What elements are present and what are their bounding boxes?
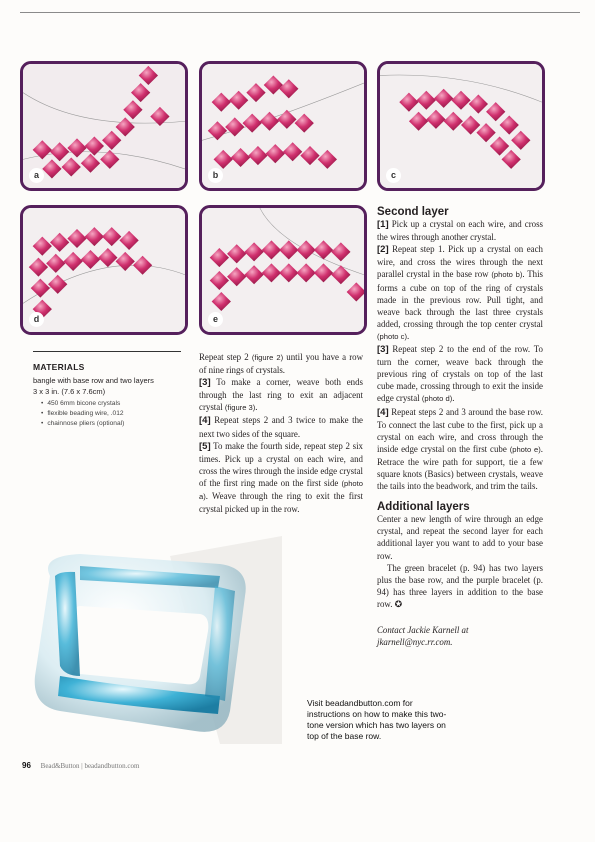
heading-additional-layers: Additional layers (377, 501, 470, 514)
photo-d-label: d (29, 312, 44, 327)
step-4: [4] Repeat steps 2 and 3 twice to make the next two sides of the square. (199, 415, 363, 439)
photo-a-label: a (29, 168, 44, 183)
second-step-3: [3] Repeat step 2 to the end of the row. To turn the corner, weave back through the previous ring of crystals on top of the last cube made, crossing through to exit the inside edge crystal (photo d). (377, 344, 543, 404)
photo-b-label: b (208, 168, 223, 183)
photo-d (20, 205, 188, 335)
bracelet-frame (35, 554, 246, 732)
page-number: 96 (22, 761, 31, 770)
step-3: [3] To make a corner, weave both ends through the last ring to exit an adjacent crystal (figure 3). (199, 377, 363, 413)
materials-title: MATERIALS (33, 362, 85, 372)
step-2-continued: Repeat step 2 (figure 2) until you have a row of nine rings of crystals. (199, 352, 363, 376)
column-1 (199, 351, 363, 515)
step-5: [5] To make the fourth side, repeat step 2 six times. Pick up a crystal on each wire, and cross the wires through the inside edge crystal of the first ring made on the first side (photo a). Weave through the ring to exit the first crystal picked up in the row. (199, 440, 363, 515)
contact-email: jkarnell@nyc.rr.com. (377, 637, 453, 648)
materials-item: • flexible beading wire, .012 (41, 409, 181, 419)
materials-list (33, 399, 181, 428)
photo-c (377, 61, 545, 191)
contact-line-1: Contact Jackie Karnell at (377, 625, 469, 635)
bracelet-photo (20, 536, 282, 744)
photo-d-image (23, 208, 185, 332)
materials-item: • 450 6mm bicone crystals (41, 399, 181, 409)
heading-second-layer: Second layer (377, 206, 449, 218)
end-mark: ✪ (394, 598, 403, 609)
photo-c-label: c (386, 168, 401, 183)
additional-paragraph-2: The green bracelet (p. 94) has two layers plus the base row, and the purple bracelet (p. 94) has three layers in addition to the base row. ✪ (377, 562, 543, 609)
additional-paragraph-1: Center a new length of wire through an edge crystal, and repeat the second layer for each additional layer you want to add to your base row. (377, 514, 543, 561)
page-footer (22, 761, 139, 770)
materials-subtitle-1: bangle with base row and two layers (33, 376, 154, 385)
top-rule (20, 12, 580, 13)
photo-e-label: e (208, 312, 223, 327)
magazine-credit: Bead&Button | beadandbutton.com (40, 762, 140, 770)
photo-b-image (202, 64, 364, 188)
second-step-4: [4] Repeat steps 2 and 3 around the base row. To connect the last cube to the first, pick up a crystal on each wire, and cross through the inside edge crystal on the first cube (photo e). Retrace the wire path for support, tie a few square knots (Basics) between crystals, weave the tails into the beadwork, and trim the tails. (377, 406, 543, 492)
photo-e-image (202, 208, 364, 332)
photo-e (199, 205, 367, 335)
photo-a (20, 61, 188, 191)
materials-subtitle-2: 3 x 3 in. (7.6 x 7.6cm) (33, 386, 106, 396)
materials-box (33, 351, 181, 428)
photo-a-image (23, 64, 185, 188)
column-2 (377, 206, 543, 648)
photo-c-image (380, 64, 542, 188)
second-step-2: [2] Repeat step 1. Pick up a crystal on each wire, and cross the wires through the next parallel crystal in the base row (photo b). This forms a cube on top of the ring of crystals made in the previous row. Pull tight, and weave back through the last three crystals added, crossing through the top center crystal (photo c). (377, 244, 543, 341)
second-step-1: [1] Pick up a crystal on each wire, and cross the wires through another crystal. (377, 219, 543, 243)
materials-item: • chainnose pliers (optional) (41, 419, 181, 429)
photo-b (199, 61, 367, 191)
visit-note: Visit beadandbutton.com for instructions on how to make this two-tone version which has two layers on top of the base row. (307, 698, 447, 741)
